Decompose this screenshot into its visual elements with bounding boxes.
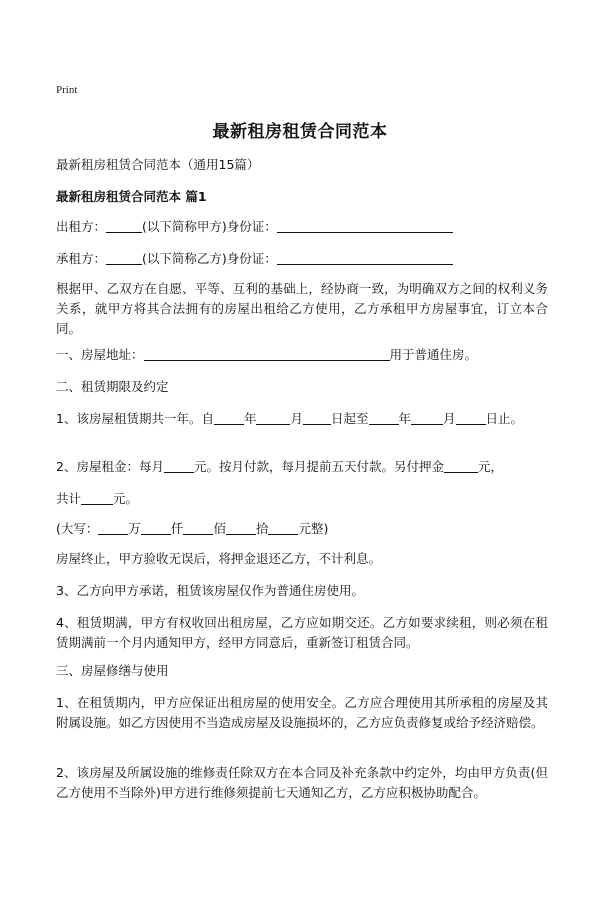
monthly-rent-blank [164, 458, 194, 473]
total-blank [81, 490, 113, 505]
address-line: 一、房屋地址： 用于普通住房。 [56, 347, 478, 362]
section-title: 最新租房租赁合同范本 篇1 [56, 189, 207, 204]
repair-clause-1: 1、在租赁期内，甲方应保证出租房屋的使用安全。乙方应合理使用其所承租的房屋及其附属设施。如乙方因使用不当造成房屋及设施损坏的，乙方应负责修复或给予经济赔偿。 [56, 695, 548, 730]
refund-clause: 房屋终止，甲方验收无误后，将押金退还乙方，不计利息。 [56, 551, 382, 566]
term-clause-4: 4、租赁期满，甲方有权收回出租房屋，乙方应如期交还。乙方如要求续租，则必须在租赁期满前一个月内通知甲方，经甲方同意后，重新签订租赁合同。 [56, 615, 548, 650]
lessee-id-blank [277, 250, 453, 265]
capital-amount-line: (大写： 万 仟 佰 拾 元整) [56, 521, 329, 536]
repair-heading: 三、房屋修缮与使用 [56, 663, 169, 678]
document-subtitle: 最新租房租赁合同范本（通用15篇） [56, 157, 260, 172]
term-clause-3: 3、乙方向甲方承诺，租赁该房屋仅作为普通住房使用。 [56, 583, 364, 598]
address-blank [144, 346, 390, 361]
lessor-line: 出租方： (以下简称甲方)身份证： [56, 217, 548, 237]
lessee-name-blank [106, 250, 142, 265]
deposit-blank [444, 458, 478, 473]
print-label: Print [56, 84, 78, 96]
lessee-line: 承租方： (以下简称乙方)身份证： [56, 249, 548, 269]
lessor-name-blank [106, 218, 142, 233]
term-heading: 二、租赁期限及约定 [56, 379, 169, 394]
repair-clause-2: 2、该房屋及所属设施的维修责任除双方在本合同及补充条款中约定外，均由甲方负责(但乙方使用不当除外)甲方进行维修须提前七天通知乙方，乙方应积极协助配合。 [56, 765, 548, 800]
term-clause-1: 1、该房屋租赁期共一年。自 年 月 日起至 年 月 日止。 [56, 411, 524, 426]
intro-paragraph: 根据甲、乙双方在自愿、平等、互利的基础上，经协商一致，为明确双方之间的权利义务关系，就甲方将其合法拥有的房屋出租给乙方使用，乙方承租甲方房屋事宜，订立本合同。 [56, 281, 548, 336]
lessor-id-blank [277, 218, 453, 233]
document-title: 最新租房租赁合同范本 [212, 122, 388, 142]
rent-clause: 2、房屋租金：每月 元。按月付款，每月提前五天付款。另付押金 元， [56, 459, 503, 474]
total-line: 共计 元。 [56, 491, 139, 506]
